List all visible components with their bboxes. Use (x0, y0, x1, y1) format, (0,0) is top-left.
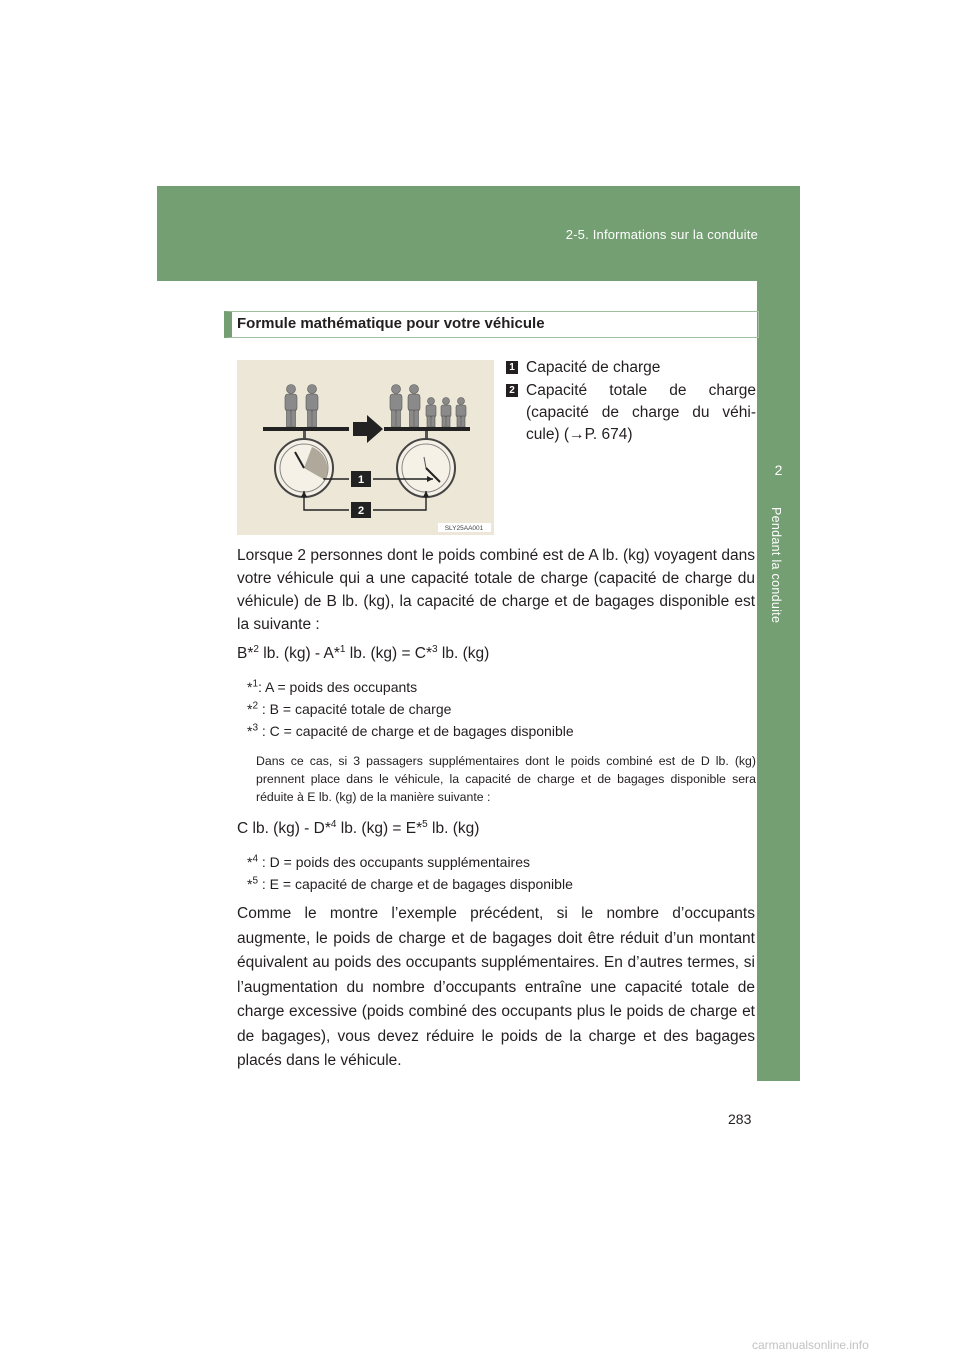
legend-text-line: (capacité de charge du véhi- (526, 404, 756, 421)
figure-code: SLY25AA001 (444, 525, 484, 532)
platform-left (263, 427, 349, 431)
footnote: *$^1$: A = poids des occupants (247, 678, 418, 695)
person-icon (408, 385, 420, 428)
legend-number: 2 (506, 384, 518, 397)
person-icon (426, 398, 436, 428)
section-title-text: Formule mathématique pour votre véhicule (237, 315, 545, 332)
footnote: *$^3$ : C = capacité de charge et de bagages disponible (247, 722, 574, 739)
scale-gauge-left (275, 439, 333, 497)
section-title (224, 311, 759, 338)
section-breadcrumb: 2-5. Informations sur la conduite (565, 227, 758, 242)
formula-1: B*$^2$ lb. (kg) - A*$^1$ lb. (kg) = C*$^3$ lb. (kg) (237, 643, 490, 662)
footnotes-1 (247, 676, 574, 742)
footnote: *$^2$ : B = capacité totale de charge (247, 700, 452, 717)
person-icon (306, 385, 318, 428)
legend-page-link[interactable]: cule) (→P. 674) (526, 426, 633, 443)
person-icon (390, 385, 402, 428)
legend-text: Capacité de charge (526, 359, 661, 376)
example-note: Dans ce cas, si 3 passagers supplémentaires dont le poids combiné est de D lb. (kg) prennent place dans le véhicule, la capacité de charge et de bagages disponible sera réduite à E lb. (kg) de la manière suivante : (256, 754, 756, 804)
illustration-svg (237, 360, 494, 535)
figure-legend (506, 357, 756, 447)
chapter-side-tab[interactable] (757, 281, 800, 1081)
watermark: carmanualsonline.info (752, 1338, 869, 1352)
chapter-label: Pendant la conduite (769, 507, 783, 624)
formula-2: C lb. (kg) - D*$^4$ lb. (kg) = E*$^5$ lb. (kg) (237, 818, 480, 837)
footnote: *$^5$ : E = capacité de charge et de bagages disponible (247, 875, 573, 892)
legend-item (506, 357, 756, 379)
intro-paragraph: Lorsque 2 personnes dont le poids combiné est de A lb. (kg) voyagent dans votre véhicule qui a une capacité totale de charge (capacité de charge du véhicule) de B lb. (kg), la capacité de charge et de bagages disponible est la suivante : (237, 547, 755, 633)
load-capacity-illustration (237, 360, 494, 535)
marker-2-label: 2 (357, 505, 365, 517)
legend-text-line: Capacité totale de charge (526, 382, 756, 399)
header-band (157, 186, 800, 281)
arrow-right-icon (353, 415, 383, 443)
marker-1-label: 1 (357, 474, 365, 486)
footnote: *$^4$ : D = poids des occupants supplémentaires (247, 853, 531, 870)
conclusion-paragraph: Comme le montre l’exemple précédent, si le nombre d’occupants augmente, le poids de charge et de bagages doit être réduit d’un montant équivalent au poids des occupants supplémentaires. En d’autres termes, si l’augmentation du nombre d’occupants entraîne une capacité totale de charge excessive (poids combiné des occupants plus le poids de charge et de bagages), vous devez réduire le poids de la charge et des bagages placés dans le véhicule. (237, 905, 755, 1069)
scale-gauge-right (397, 439, 455, 497)
person-icon (285, 385, 297, 428)
footnotes-2 (247, 851, 573, 895)
page-number: 283 (728, 1111, 752, 1127)
platform-right (384, 427, 470, 431)
legend-number: 1 (506, 361, 518, 374)
person-icon (456, 398, 466, 428)
legend-item (506, 380, 756, 446)
chapter-number: 2 (774, 462, 783, 478)
person-icon (441, 398, 451, 428)
